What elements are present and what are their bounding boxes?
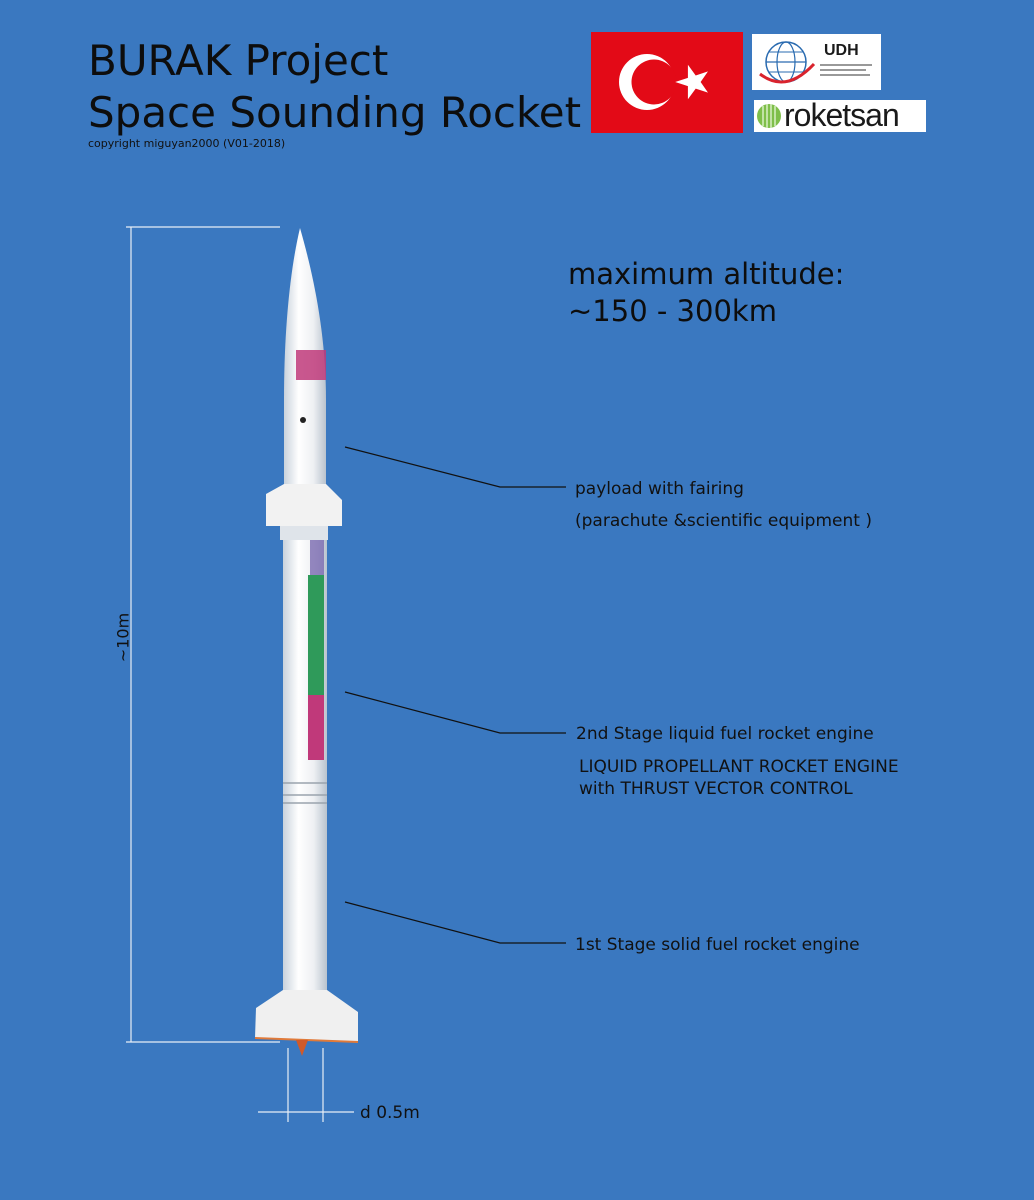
rocket-illustration — [255, 228, 358, 1056]
copyright-text: copyright miguyan2000 (V01-2018) — [88, 137, 286, 150]
height-label: ~10m — [113, 612, 133, 663]
tail-fins — [255, 990, 358, 1042]
stripe-purple — [310, 540, 324, 580]
roketsan-logo-text: roketsan — [784, 97, 899, 133]
page-title-line2: Space Sounding Rocket — [88, 88, 582, 137]
height-dimension — [126, 227, 280, 1042]
diameter-label: d 0.5m — [360, 1103, 420, 1123]
first-stage-body — [283, 840, 327, 1000]
stage2-detail-line2: with THRUST VECTOR CONTROL — [579, 779, 853, 799]
altitude-heading: maximum altitude: — [568, 257, 845, 291]
payload-flag-decal — [296, 350, 326, 380]
interstage — [280, 526, 328, 540]
stage1-leader — [345, 902, 566, 943]
altitude-value: ~150 - 300km — [568, 294, 777, 328]
leader-lines — [345, 447, 566, 943]
stripe-green — [308, 575, 324, 695]
stage1-label: 1st Stage solid fuel rocket engine — [575, 935, 860, 955]
stripe-magenta — [308, 695, 324, 760]
payload-label: payload with fairing — [575, 479, 744, 499]
payload-leader — [345, 447, 566, 487]
payload-port — [300, 417, 306, 423]
payload-fins — [266, 484, 342, 526]
stage2-leader — [345, 692, 566, 733]
stage2-detail-line1: LIQUID PROPELLANT ROCKET ENGINE — [579, 757, 899, 777]
payload-detail: (parachute &scientific equipment ) — [575, 511, 872, 531]
diameter-dimension — [258, 1048, 354, 1122]
page-title-line1: BURAK Project — [88, 36, 389, 85]
engine-nozzle — [296, 1040, 308, 1056]
stage2-label: 2nd Stage liquid fuel rocket engine — [576, 724, 874, 744]
udh-logo-text: UDH — [824, 42, 859, 59]
